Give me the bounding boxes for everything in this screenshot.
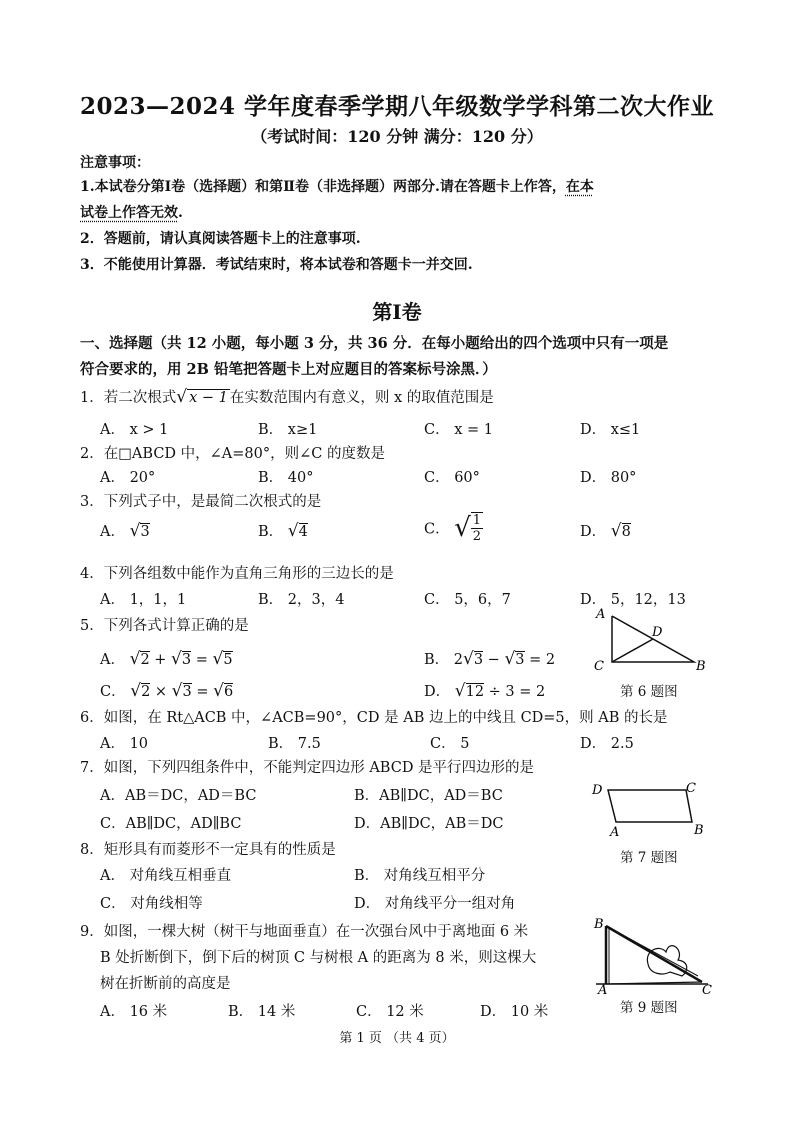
q3-option-b[interactable] (258, 520, 308, 541)
q5-a-radical-1: √ (129, 649, 141, 669)
q1-radicand: x − 1 (189, 390, 228, 406)
fig6-label-b: B (696, 659, 706, 674)
q3-c-num: 1 (472, 513, 482, 528)
q4-option-c[interactable]: C． 5，6，7 (424, 592, 511, 608)
q1-stem-post: 在实数范围内有意义，则 x 的取值范围是 (229, 390, 494, 406)
q3-b-radicand: 4 (298, 524, 308, 540)
q5-c-eq: = (191, 684, 214, 700)
q1-option-a[interactable]: A． x > 1 (100, 422, 169, 438)
q5-c-radical-3: √ (213, 681, 224, 701)
question-9-line-2: B 处折断倒下，倒下后的树顶 C 与树根 A 的距离为 8 米，则这棵大 (100, 950, 537, 966)
q6-option-d[interactable]: D． 2.5 (580, 736, 634, 752)
q4-option-b[interactable]: B． 2，3，4 (258, 592, 345, 608)
q8-option-b[interactable]: B． 对角线互相平分 (354, 868, 486, 884)
q6-option-b[interactable]: B． 7.5 (268, 736, 321, 752)
q7-option-b[interactable]: B．AB∥DC，AD＝BC (354, 788, 503, 804)
q5-b-radical-1: √ (463, 649, 474, 669)
q8-option-a[interactable]: A． 对角线互相垂直 (100, 868, 232, 884)
question-5-stem: 5．下列各式计算正确的是 (80, 618, 249, 634)
q5-option-c[interactable] (100, 680, 233, 701)
figure-7-parallelogram (586, 778, 716, 840)
q1-option-d[interactable]: D． x≤1 (580, 422, 641, 438)
q3-d-label: D． (580, 524, 607, 540)
question-6-stem: 6．如图，在 Rt△ACB 中，∠ACB=90°，CD 是 AB 边上的中线且 CD=5，则 AB 的长是 (80, 710, 668, 726)
notice-line-3: 3．不能使用计算器．考试结束时，将本试卷和答题卡一并交回. (80, 257, 473, 273)
q5-c-label: C． (100, 684, 126, 700)
fig9-label-c: C (702, 983, 712, 994)
q3-option-d[interactable] (580, 520, 631, 541)
q3-a-label: A． (100, 524, 125, 540)
notice-line-1d: . (178, 205, 183, 221)
notice-line-1b: 在本 (565, 179, 594, 195)
q5-a-plus: + (149, 652, 172, 668)
q3-c-label: C． (424, 521, 450, 538)
q5-option-d[interactable] (424, 680, 545, 701)
q5-b-coef: 2 (453, 652, 463, 668)
figure-6-triangle (588, 604, 718, 676)
q2-option-d[interactable]: D． 80° (580, 470, 637, 486)
q1-radical: √ (176, 387, 188, 407)
question-1-stem (80, 386, 494, 407)
q2-option-a[interactable]: A． 20° (100, 470, 156, 486)
fig6-label-c: C (594, 659, 604, 674)
q5-a-radicand-1: 2 (140, 652, 150, 668)
notice-line-1c: 试卷上作答无效 (80, 205, 178, 221)
q5-b-radicand-2: 3 (515, 652, 525, 668)
notice-line-1-cont (80, 202, 183, 222)
q3-b-label: B． (258, 524, 284, 540)
q7-option-c[interactable]: C．AB∥DC，AD∥BC (100, 816, 242, 832)
q5-a-radical-2: √ (171, 649, 182, 669)
fig7-label-c: C (686, 781, 696, 796)
figure-9-tree (590, 916, 720, 994)
fig9-label-b: B (594, 917, 604, 932)
q5-a-label: A． (100, 652, 125, 668)
q5-a-radicand-3: 5 (223, 652, 233, 668)
fig7-label-b: B (694, 823, 704, 838)
q8-option-c[interactable]: C． 对角线相等 (100, 896, 203, 912)
figure-7-caption: 第 7 题图 (620, 850, 678, 866)
question-4-stem: 4．下列各组数中能作为直角三角形的三边长的是 (80, 566, 394, 582)
q5-a-radicand-2: 3 (181, 652, 192, 668)
q5-c-times: × (150, 684, 172, 700)
q5-c-radicand-3: 6 (223, 684, 234, 700)
q2-option-c[interactable]: C． 60° (424, 470, 480, 486)
q5-b-radicand-1: 3 (473, 652, 484, 668)
q9-option-c[interactable]: C． 12 米 (356, 1004, 424, 1020)
q5-a-eq: = (191, 652, 213, 668)
figure-6 (588, 604, 718, 676)
notice-line-1 (80, 176, 594, 196)
q6-option-a[interactable]: A． 10 (100, 736, 149, 752)
q5-b-eq: = 2 (524, 652, 556, 668)
notice-line-2: 2．答题前，请认真阅读答题卡上的注意事项. (80, 231, 361, 247)
q8-option-d[interactable]: D． 对角线平分一组对角 (354, 896, 516, 912)
q5-d-radical: √ (454, 681, 466, 701)
q5-b-minus: − (483, 652, 505, 668)
q5-c-radical-2: √ (171, 681, 183, 701)
q6-option-c[interactable]: C． 5 (430, 736, 470, 752)
fig9-label-a: A (598, 983, 608, 994)
q3-c-radical: √ (454, 513, 471, 543)
q9-option-b[interactable]: B． 14 米 (228, 1004, 296, 1020)
figure-9 (590, 916, 720, 994)
q5-b-radical-2: √ (504, 649, 516, 669)
fig6-label-a: A (596, 607, 606, 622)
q5-c-radicand-2: 3 (182, 684, 192, 700)
fig6-label-d: D (652, 625, 663, 640)
fig7-label-d: D (592, 783, 603, 798)
q3-c-fraction (471, 512, 483, 544)
notice-line-1a: 1.本试卷分第Ⅰ卷（选择题）和第Ⅱ卷（非选择题）两部分.请在答题卡上作答， (80, 179, 566, 195)
q5-d-radicand: 12 (465, 684, 485, 700)
q3-d-radical: √ (610, 521, 622, 541)
figure-7 (586, 778, 716, 840)
section-title: 第Ⅰ卷 (372, 300, 422, 324)
q1-option-b[interactable]: B． x≥1 (258, 422, 318, 438)
question-8-stem: 8．矩形具有而菱形不一定具有的性质是 (80, 842, 336, 858)
q3-a-radical: √ (129, 521, 141, 541)
q9-option-a[interactable]: A． 16 米 (100, 1004, 168, 1020)
q5-d-rest: ÷ 3 = 2 (484, 684, 546, 700)
q3-option-a[interactable] (100, 520, 150, 541)
q5-c-radicand-1: 2 (141, 684, 151, 700)
q3-a-radicand: 3 (140, 524, 150, 540)
section-instruction-2: 符合要求的，用 2B 铅笔把答题卡上对应题目的答案标号涂黑．） (80, 361, 497, 378)
notice-heading: 注意事项： (80, 155, 150, 171)
fig7-label-a: A (610, 825, 620, 840)
q3-d-radicand: 8 (621, 524, 631, 540)
q7-option-d[interactable]: D．AB∥DC，AB＝DC (354, 816, 504, 832)
q5-option-b[interactable] (424, 648, 555, 669)
q5-d-label: D． (424, 684, 451, 700)
q5-option-a[interactable] (100, 648, 233, 669)
q5-b-label: B． (424, 652, 450, 668)
q7-option-a[interactable]: A．AB＝DC，AD＝BC (100, 788, 257, 804)
q4-option-d[interactable]: D． 5，12，13 (580, 592, 686, 608)
q9-option-d[interactable]: D． 10 米 (480, 1004, 549, 1020)
q5-c-radical-1: √ (130, 681, 142, 701)
exam-title: 2023—2024 学年度春季学期八年级数学学科第二次大作业 (79, 93, 715, 120)
question-2-stem: 2．在□ABCD 中，∠A=80°，则∠C 的度数是 (80, 446, 385, 462)
q1-stem-pre: 1．若二次根式 (80, 390, 177, 406)
q2-option-b[interactable]: B． 40° (258, 470, 314, 486)
q3-b-radical: √ (287, 521, 299, 541)
question-3-stem: 3．下列式子中，是最简二次根式的是 (80, 494, 322, 510)
q4-option-a[interactable]: A． 1，1，1 (100, 592, 187, 608)
q3-option-c[interactable] (424, 512, 483, 552)
figure-6-caption: 第 6 题图 (620, 684, 678, 700)
q1-option-c[interactable]: C． x = 1 (424, 422, 493, 438)
figure-9-caption: 第 9 题图 (620, 1000, 678, 1016)
question-7-stem: 7．如图，下列四组条件中，不能判定四边形 ABCD 是平行四边形的是 (80, 760, 535, 776)
page-footer: 第 1 页 （共 4 页） (339, 1031, 455, 1046)
question-9-line-1: 9．如图，一棵大树（树干与地面垂直）在一次强台风中于离地面 6 米 (80, 924, 529, 940)
q5-a-radical-3: √ (212, 649, 224, 669)
q3-c-den: 2 (472, 529, 482, 544)
question-9-line-3: 树在折断前的高度是 (100, 976, 231, 992)
exam-subtitle: （考试时间：120 分钟 满分：120 分） (251, 127, 543, 146)
section-instruction-1: 一、选择题（共 12 小题，每小题 3 分，共 36 分．在每小题给出的四个选项中只有一项是 (80, 335, 669, 352)
